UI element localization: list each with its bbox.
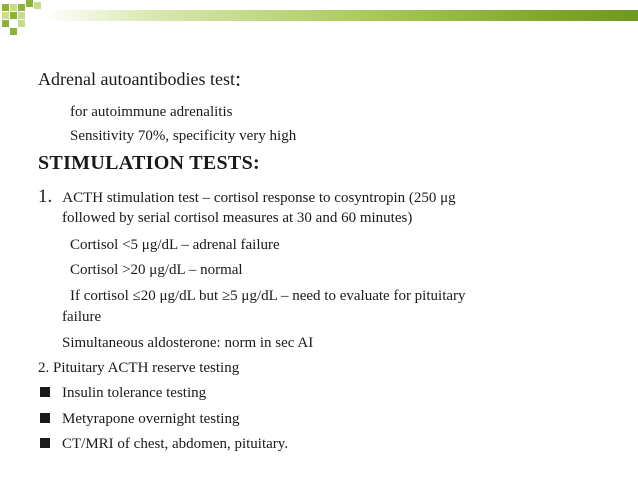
square-bullet-icon <box>40 413 50 423</box>
aldosterone-note: Simultaneous aldosterone: norm in sec AI <box>62 335 314 351</box>
title-detail-2: Sensitivity 70%, specificity very high <box>70 128 297 144</box>
bullet-text: Metyrapone overnight testing <box>62 411 240 427</box>
item-1-line-1: ACTH stimulation test – cortisol response to cosyntropin (250 μg <box>62 190 456 206</box>
item-1-line-2: followed by serial cortisol measures at 30 and 60 minutes) <box>62 210 413 226</box>
bullet-item <box>40 385 206 402</box>
bullet-text: Insulin tolerance testing <box>62 385 207 401</box>
square-bullet-icon <box>40 438 50 448</box>
bullet-item <box>40 411 239 428</box>
bullet-item <box>40 436 288 453</box>
item-1-number: 1. <box>38 186 53 207</box>
item-1 <box>38 186 456 208</box>
item-1-result-1: Cortisol <5 μg/dL – adrenal failure <box>70 237 280 253</box>
title-detail-1: for autoimmune adrenalitis <box>70 104 233 120</box>
section-heading: STIMULATION TESTS: <box>38 152 260 174</box>
item-1-if-line-1: If cortisol ≤20 μg/dL but ≥5 μg/dL – need to evaluate for pituitary <box>70 288 466 304</box>
item-2: 2. Pituitary ACTH reserve testing <box>38 360 240 376</box>
bullet-text: CT/MRI of chest, abdomen, pituitary. <box>62 436 289 452</box>
title-text: Adrenal autoantibodies test <box>38 69 235 89</box>
header-bar <box>44 10 638 21</box>
square-bullet-icon <box>40 387 50 397</box>
slide-title <box>38 66 241 92</box>
title-colon: : <box>234 66 242 91</box>
item-1-if-line-2: failure <box>62 309 102 325</box>
item-1-result-2: Cortisol >20 μg/dL – normal <box>70 262 243 278</box>
checkered-logo <box>0 0 50 40</box>
